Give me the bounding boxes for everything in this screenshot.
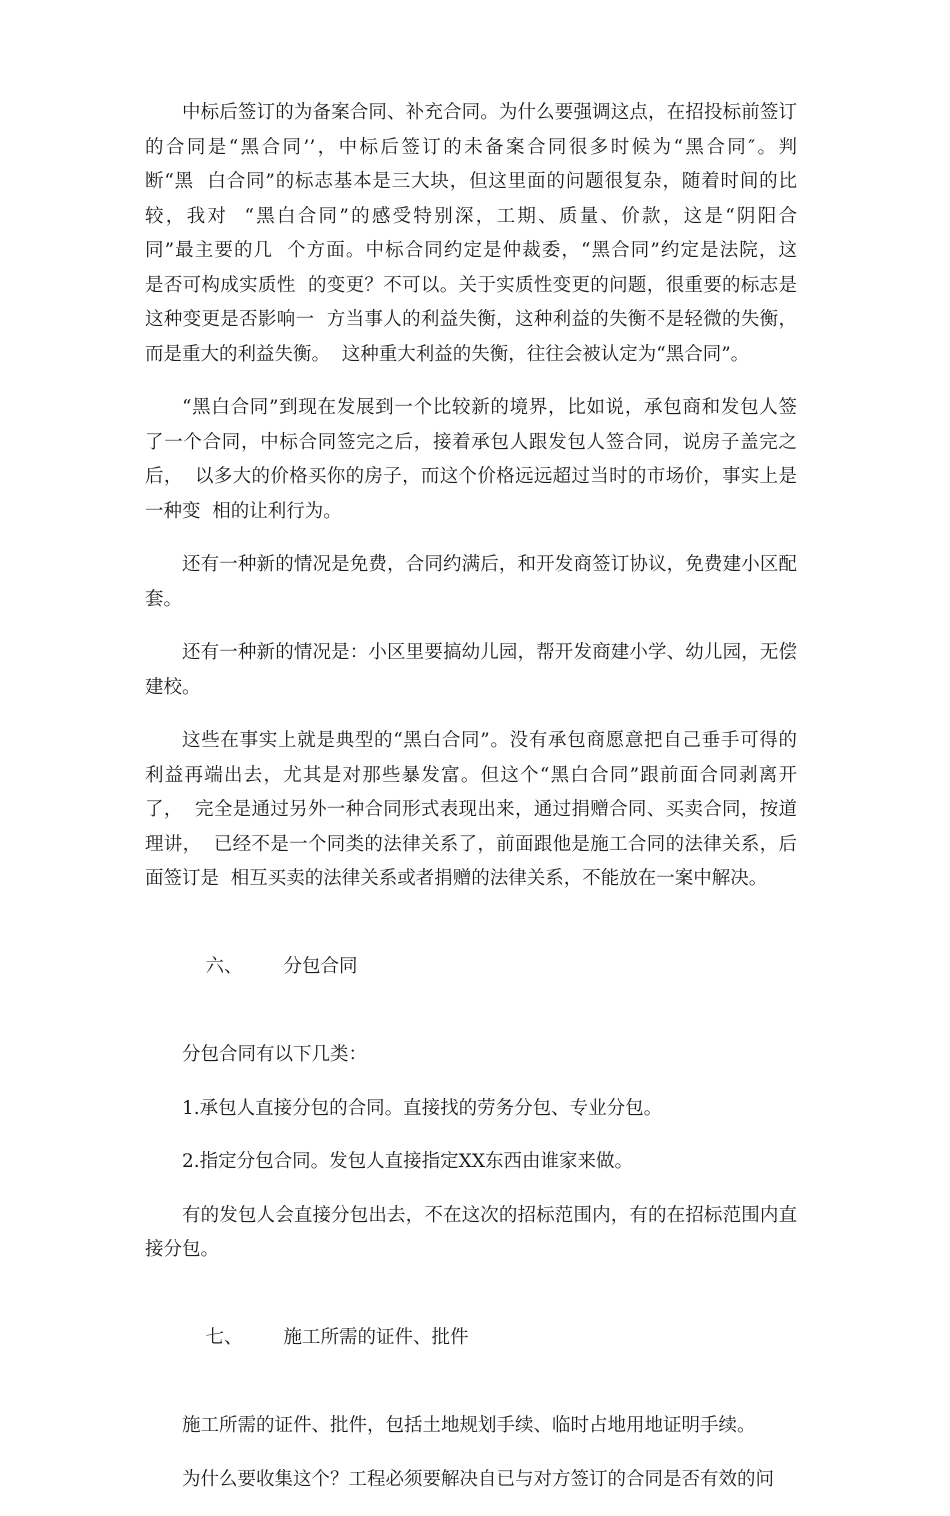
section-7-text-1: 施工所需的证件、批件，包括土地规划手续、临时占地用地证明手续。	[182, 1415, 756, 1436]
text-line: 中标后签订的为备案合同、补充合同。为什么要强调这点，在招投标前签订	[182, 102, 797, 123]
text-line: 还有一种新的情况是：小区里要搞幼儿园，帮开发商建小学、幼儿园，无偿	[182, 642, 797, 663]
paragraph-5	[145, 724, 797, 897]
paragraph-2	[145, 391, 797, 529]
text-line: 而是重大的利益失衡。 这种重大利益的失衡，往往会被认定为“黑合同”。	[145, 343, 750, 365]
section-6-item-1: 1.承包人直接分包的合同。直接找的劳务分包、专业分包。	[182, 1097, 663, 1119]
text-line: 建校。	[145, 676, 201, 698]
section-title: 施工所需的证件、批件	[283, 1327, 469, 1348]
section-number: 七、	[205, 1327, 243, 1348]
text-line: 断“黑 白合同”的标志基本是三大块，但这里面的问题很复杂，随着时间的比	[145, 171, 797, 192]
section-6-item-2: 2.指定分包合同。发包人直接指定XX东西由谁家来做。	[182, 1151, 633, 1172]
section-heading-7	[145, 1287, 797, 1391]
document-page	[145, 96, 797, 1516]
text-line: 有的发包人会直接分包出去，不在这次的招标范围内，有的在招标范围内直	[182, 1204, 797, 1226]
section-title: 分包合同	[283, 956, 358, 977]
text-line: 了， 完全是通过另外一种合同形式表现出来，通过捐赠合同、买卖合同，按道	[145, 799, 797, 820]
section-6-intro: 分包合同有以下几类：	[182, 1044, 368, 1065]
text-line: 还有一种新的情况是免费，合同约满后，和开发商签订协议，免费建小区配	[182, 554, 797, 575]
text-line: 一种变 相的让利行为。	[145, 500, 342, 522]
text-line: 是否可构成实质性 的变更？不可以。关于实质性变更的问题，很重要的标志是	[145, 274, 797, 296]
text-line: 后， 以多大的价格买你的房子，而这个价格远远超过当时的市场价，事实上是	[145, 466, 797, 487]
text-line: 这种变更是否影响一 方当事人的利益失衡，这种利益的失衡不是轻微的失衡，	[145, 309, 797, 330]
text-line: 套。	[145, 588, 183, 610]
text-line: 同”最主要的几 个方面。中标合同约定是仲裁委，“黑合同”约定是法院，这	[145, 240, 797, 261]
section-heading-6	[145, 916, 797, 1020]
paragraph-1	[145, 96, 797, 372]
paragraph-3	[145, 548, 797, 617]
text-line: 的合同是“黑合同’’，中标后签订的未备案合同很多时候为“黑合同″。判	[145, 136, 797, 158]
text-line: 理讲， 已经不是一个同类的法律关系了，前面跟他是施工合同的法律关系，后	[145, 833, 797, 855]
text-line: “黑白合同”到现在发展到一个比较新的境界，比如说，承包商和发包人签	[182, 397, 797, 418]
section-6-note	[145, 1199, 797, 1268]
text-line: 较，我对 “黑白合同”的感受特别深，工期、质量、价款，这是“阴阳合	[145, 205, 797, 227]
text-line: 利益再端出去，尤其是对那些暴发富。但这个“黑白合同”跟前面合同剥离开	[145, 764, 797, 786]
section-7-text-2: 为什么要收集这个？工程必须要解决自已与对方签订的合同是否有效的问	[182, 1468, 775, 1490]
text-line: 这些在事实上就是典型的“黑白合同”。没有承包商愿意把自己垂手可得的	[182, 730, 797, 751]
text-line: 接分包。	[145, 1239, 220, 1260]
section-number: 六、	[205, 956, 243, 977]
paragraph-4	[145, 636, 797, 705]
text-line: 了一个合同，中标合同签完之后，接着承包人跟发包人签合同，说房子盖完之	[145, 431, 797, 453]
text-line: 面签订是 相互买卖的法律关系或者捐赠的法律关系，不能放在一案中解决。	[145, 868, 768, 889]
